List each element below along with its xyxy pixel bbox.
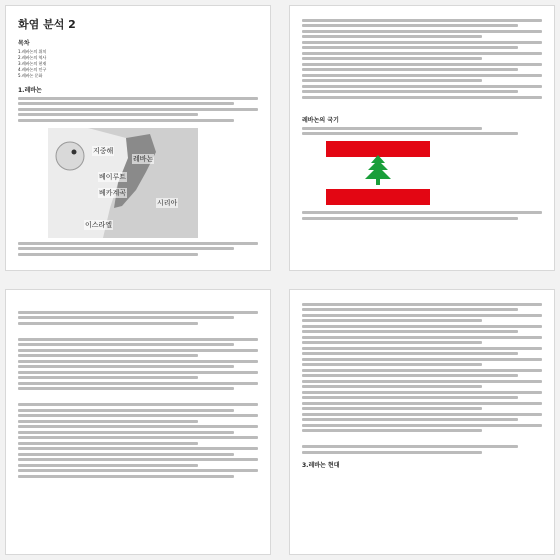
text-line <box>18 420 198 423</box>
text-line <box>18 247 234 250</box>
flag-red-band-bottom <box>326 189 430 205</box>
text-line <box>18 316 234 319</box>
map-label-syria: 시리아 <box>157 198 178 207</box>
text-line <box>302 407 482 410</box>
map-label-bekaa: 베카계곡 <box>99 188 127 197</box>
text-line <box>302 132 518 135</box>
text-line <box>18 414 258 417</box>
text-line <box>18 403 258 406</box>
text-line <box>18 376 198 379</box>
text-line <box>18 453 234 456</box>
text-line <box>302 35 482 38</box>
text-line <box>302 211 542 214</box>
text-line <box>18 354 198 357</box>
text-line <box>18 371 258 374</box>
map-label-mediterranean: 지중해 <box>93 146 114 155</box>
text-line <box>302 374 518 377</box>
text-line <box>302 358 542 361</box>
text-line <box>302 330 518 333</box>
text-line <box>302 46 518 49</box>
text-line <box>302 445 518 448</box>
text-line <box>302 90 518 93</box>
text-line <box>18 338 258 341</box>
text-line <box>302 451 482 454</box>
text-line <box>18 97 258 100</box>
text-line <box>18 322 198 325</box>
text-line <box>302 24 518 27</box>
text-line <box>302 336 542 339</box>
text-line <box>302 308 518 311</box>
text-line <box>302 314 542 317</box>
text-line <box>18 431 234 434</box>
text-line <box>302 52 542 55</box>
map-label-israel: 이스라엘 <box>85 220 113 229</box>
text-line <box>18 311 258 314</box>
text-line <box>18 253 198 256</box>
text-line <box>18 475 234 478</box>
text-line <box>302 68 518 71</box>
cedar-tree-icon <box>363 155 393 191</box>
text-line <box>302 303 542 306</box>
text-line <box>18 447 258 450</box>
text-line <box>302 369 542 372</box>
text-line <box>302 396 518 399</box>
text-line <box>302 19 542 22</box>
text-line <box>18 113 198 116</box>
text-line <box>18 409 234 412</box>
section-heading: 3.레바논 현대 <box>302 461 340 469</box>
text-line <box>302 319 482 322</box>
document-page-1 <box>6 6 270 270</box>
text-line <box>302 74 542 77</box>
text-line <box>18 119 234 122</box>
text-line <box>18 102 234 105</box>
text-line <box>302 127 482 130</box>
text-line <box>302 413 542 416</box>
toc-heading: 목차 <box>18 40 30 47</box>
text-line <box>18 343 234 346</box>
text-line <box>18 425 258 428</box>
toc-item: 4.레바논의 인구 <box>18 67 47 72</box>
text-line <box>302 363 482 366</box>
flag-subheading: 레바논의 국기 <box>302 117 339 124</box>
text-line <box>302 402 542 405</box>
text-line <box>302 41 542 44</box>
text-line <box>18 436 258 439</box>
text-line <box>302 418 518 421</box>
toc-item: 1.레바논의 위치 <box>18 49 47 54</box>
table-of-contents <box>18 49 258 79</box>
map-label-lebanon: 레바논 <box>133 154 154 163</box>
text-line <box>18 458 258 461</box>
text-line <box>18 349 258 352</box>
text-line <box>18 387 234 390</box>
document-title: 화염 분석 2 <box>18 18 76 31</box>
text-line <box>18 464 198 467</box>
text-line <box>302 352 518 355</box>
toc-item: 2.레바논의 역사 <box>18 55 47 60</box>
text-line <box>302 385 482 388</box>
map-label-beirut: 베이루트 <box>99 172 127 181</box>
text-line <box>302 57 482 60</box>
document-page-4 <box>290 290 554 554</box>
text-line <box>302 429 482 432</box>
text-line <box>302 30 542 33</box>
toc-item: 3.레바논의 현재 <box>18 61 47 66</box>
text-line <box>18 242 258 245</box>
text-line <box>18 469 258 472</box>
text-line <box>302 217 518 220</box>
text-line <box>18 108 258 111</box>
map-graphic <box>48 128 198 238</box>
text-line <box>302 347 542 350</box>
text-line <box>302 63 542 66</box>
text-line <box>18 442 198 445</box>
text-line <box>302 424 542 427</box>
text-line <box>302 391 542 394</box>
document-page-2 <box>290 6 554 270</box>
section-heading: 1.레바논 <box>18 87 42 94</box>
toc-item: 5.레바논 문화 <box>18 73 43 78</box>
text-line <box>302 85 542 88</box>
text-line <box>302 79 482 82</box>
text-line <box>18 382 258 385</box>
lebanon-map <box>48 128 198 238</box>
lebanon-flag <box>326 141 430 205</box>
text-line <box>18 360 258 363</box>
text-line <box>18 365 234 368</box>
document-page-3 <box>6 290 270 554</box>
text-line <box>302 325 542 328</box>
text-line <box>302 380 542 383</box>
text-line <box>302 341 482 344</box>
text-line <box>302 96 542 99</box>
